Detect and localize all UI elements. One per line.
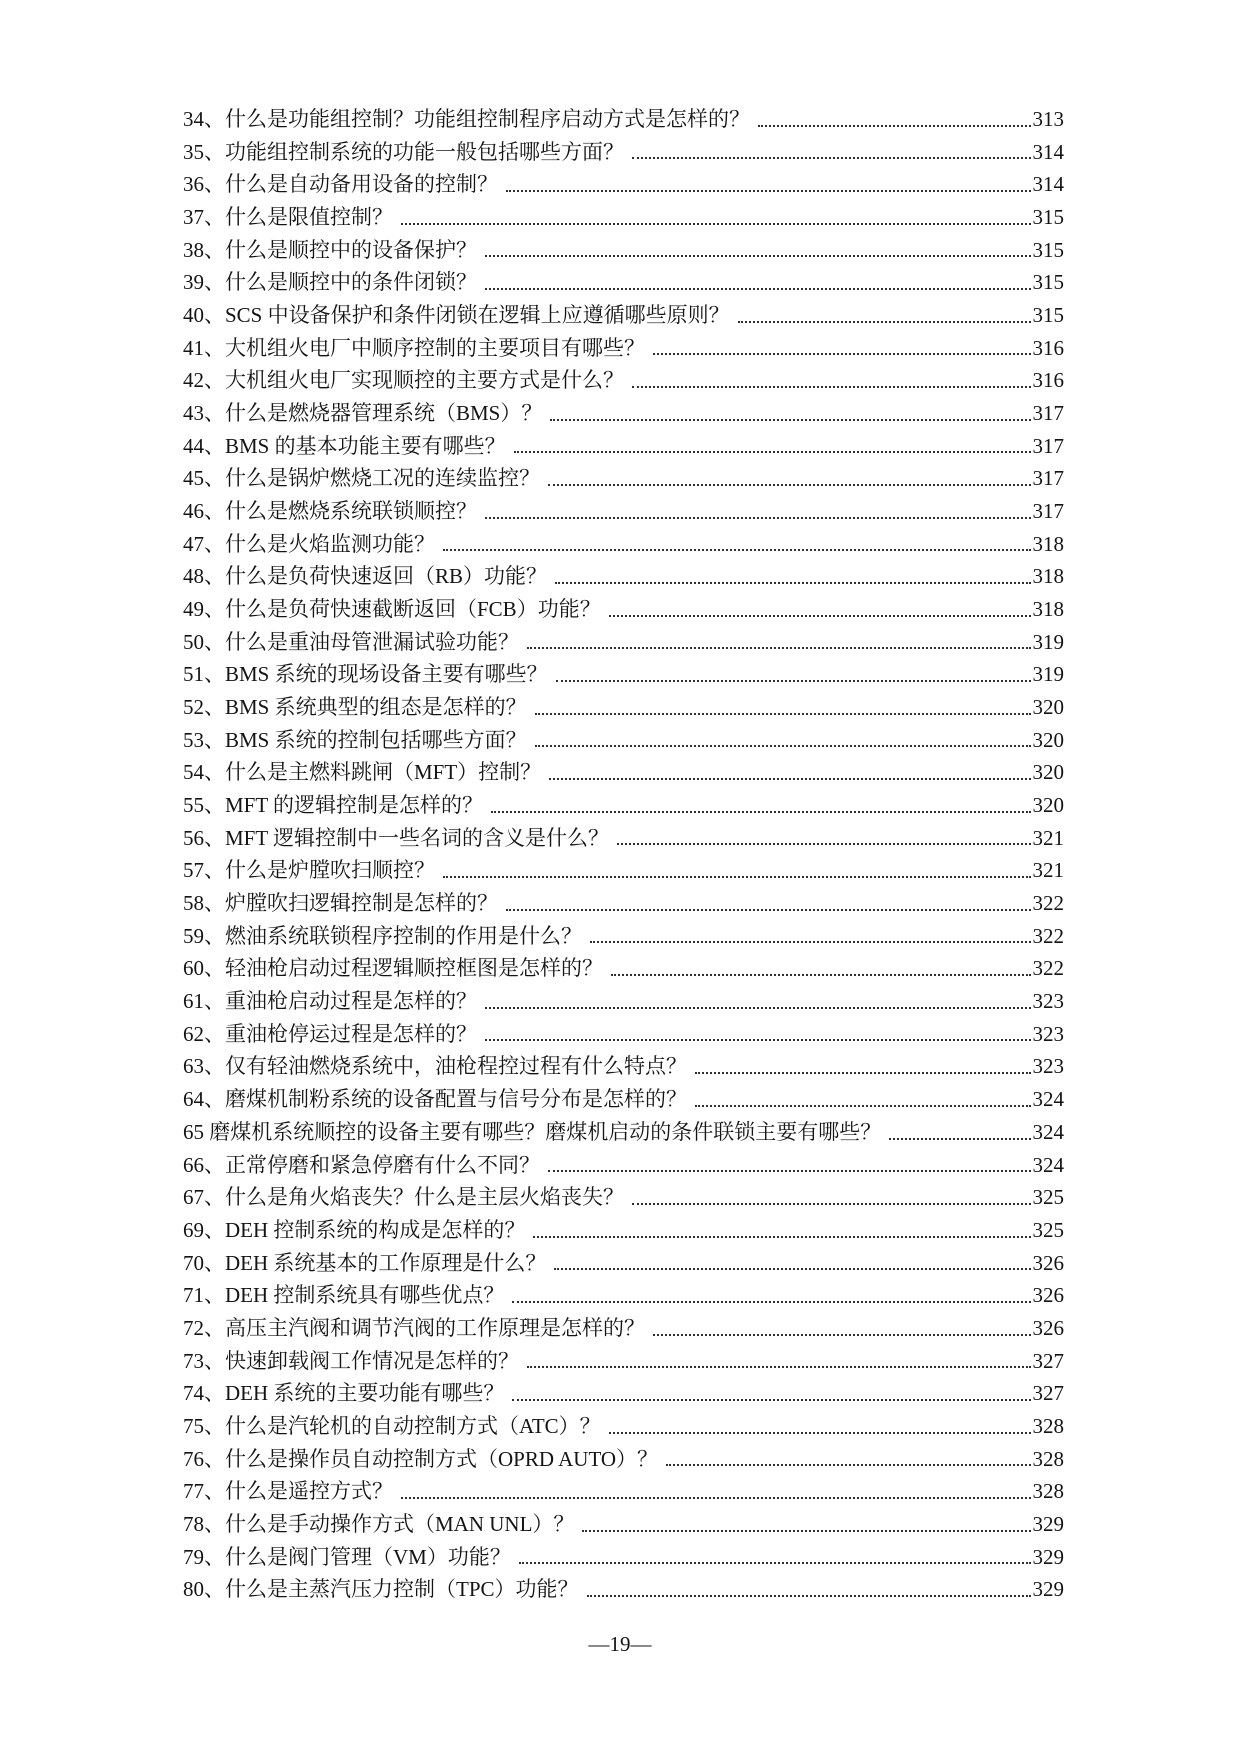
toc-entry-page: 323 <box>1032 1054 1064 1079</box>
toc-entry-label: 46、什么是燃烧系统联锁顺控？ <box>183 499 477 524</box>
toc-entry <box>183 789 1064 822</box>
toc-entry-label: 72、高压主汽阀和调节汽阀的工作原理是怎样的？ <box>183 1315 645 1340</box>
toc-entry-page: 321 <box>1032 858 1064 883</box>
toc-entry-label: 55、MFT 的逻辑控制是怎样的？ <box>183 793 484 818</box>
toc-entry-page: 326 <box>1032 1283 1064 1308</box>
toc-entry-page: 320 <box>1032 695 1064 720</box>
toc-entry-label: 61、重油枪启动过程是怎样的？ <box>183 989 477 1014</box>
toc-leader-dots <box>535 713 1031 715</box>
toc-leader-dots <box>611 974 1031 976</box>
toc-leader-dots <box>632 1203 1031 1205</box>
toc-leader-dots <box>889 1138 1030 1140</box>
toc-leader-dots <box>401 223 1031 225</box>
toc-entry-label: 75、什么是汽轮机的自动控制方式（ATC）？ <box>183 1413 601 1438</box>
toc-entry-page: 327 <box>1032 1381 1064 1406</box>
toc-entry <box>183 1050 1064 1083</box>
toc-entry-page: 318 <box>1032 564 1064 589</box>
toc-entry-page: 320 <box>1032 727 1064 752</box>
toc-entry <box>183 332 1064 365</box>
toc-entry-page: 313 <box>1032 107 1064 131</box>
toc-entry <box>183 1410 1064 1443</box>
toc-entry-page: 324 <box>1032 1152 1064 1177</box>
toc-entry <box>183 430 1064 463</box>
toc-entry-label: 54、什么是主燃料跳闸（MFT）控制？ <box>183 760 542 785</box>
toc-entry-page: 317 <box>1032 401 1064 426</box>
toc-entry-page: 321 <box>1032 825 1064 850</box>
toc-entry <box>183 1214 1064 1247</box>
toc-leader-dots <box>443 549 1031 551</box>
toc-leader-dots <box>653 1334 1031 1336</box>
toc-entry <box>183 495 1064 528</box>
toc-entry-page: 322 <box>1032 891 1064 916</box>
toc-entry-label: 43、什么是燃烧器管理系统（BMS）？ <box>183 401 543 426</box>
toc-leader-dots <box>549 778 1030 780</box>
toc-entry <box>183 1475 1064 1508</box>
toc-leader-dots <box>491 811 1030 813</box>
toc-entry <box>183 103 1064 136</box>
toc-leader-dots <box>609 1432 1031 1434</box>
toc-entry-page: 318 <box>1032 597 1064 622</box>
toc-entry-label: 62、重油枪停运过程是怎样的？ <box>183 1021 477 1046</box>
toc-entry-page: 316 <box>1032 368 1064 393</box>
toc-entry-label: 73、快速卸载阀工作情况是怎样的？ <box>183 1348 519 1373</box>
toc-entry-label: 47、什么是火焰监测功能？ <box>183 531 435 556</box>
toc-entry <box>183 234 1064 267</box>
toc-entry-label: 52、BMS 系统典型的组态是怎样的？ <box>183 695 527 720</box>
toc-leader-dots <box>587 1595 1031 1597</box>
toc-entry-page: 326 <box>1032 1315 1064 1340</box>
toc-leader-dots <box>695 1105 1031 1107</box>
toc-leader-dots <box>485 517 1031 519</box>
toc-entry <box>183 462 1064 495</box>
toc-entry-label: 40、SCS 中设备保护和条件闭锁在逻辑上应遵循哪些原则？ <box>183 303 730 328</box>
toc-entry <box>183 201 1064 234</box>
toc-entry-label: 48、什么是负荷快速返回（RB）功能？ <box>183 564 548 589</box>
toc-entry-label: 34、什么是功能组控制？功能组控制程序启动方式是怎样的？ <box>183 107 750 131</box>
toc-entry-page: 314 <box>1032 139 1064 164</box>
toc-entry-page: 323 <box>1032 989 1064 1014</box>
toc-entry <box>183 560 1064 593</box>
toc-list <box>183 103 1064 1606</box>
toc-entry-page: 327 <box>1032 1348 1064 1373</box>
toc-entry <box>183 920 1064 953</box>
page-footer <box>0 1628 1240 1660</box>
toc-entry-page: 322 <box>1032 956 1064 981</box>
toc-leader-dots <box>527 647 1031 649</box>
toc-entry-page: 329 <box>1032 1511 1064 1536</box>
toc-leader-dots <box>632 157 1031 159</box>
toc-leader-dots <box>519 1562 1031 1564</box>
toc-entry-label: 42、大机组火电厂实现顺控的主要方式是什么？ <box>183 368 624 393</box>
toc-entry <box>183 1149 1064 1182</box>
toc-leader-dots <box>695 1072 1031 1074</box>
toc-leader-dots <box>512 1301 1030 1303</box>
toc-entry-label: 63、仅有轻油燃烧系统中，油枪程控过程有什么特点？ <box>183 1054 687 1079</box>
toc-entry-label: 65 磨煤机系统顺控的设备主要有哪些？磨煤机启动的条件联锁主要有哪些？ <box>183 1119 882 1144</box>
toc-entry-page: 319 <box>1032 662 1064 687</box>
toc-entry-page: 324 <box>1032 1087 1064 1112</box>
toc-entry-page: 318 <box>1032 531 1064 556</box>
toc-leader-dots <box>666 1464 1030 1466</box>
toc-entry <box>183 1018 1064 1051</box>
toc-entry <box>183 1312 1064 1345</box>
toc-entry-label: 79、什么是阀门管理（VM）功能？ <box>183 1544 511 1569</box>
toc-entry <box>183 626 1064 659</box>
toc-entry <box>183 1279 1064 1312</box>
toc-entry-label: 45、什么是锅炉燃烧工况的连续监控？ <box>183 466 540 491</box>
toc-entry-label: 49、什么是负荷快速截断返回（FCB）功能？ <box>183 597 601 622</box>
toc-entry-label: 57、什么是炉膛吹扫顺控？ <box>183 858 435 883</box>
toc-entry-page: 324 <box>1032 1119 1064 1144</box>
toc-leader-dots <box>535 745 1031 747</box>
toc-entry <box>183 364 1064 397</box>
toc-leader-dots <box>617 843 1030 845</box>
toc-entry <box>183 1083 1064 1116</box>
toc-entry <box>183 691 1064 724</box>
toc-entry <box>183 985 1064 1018</box>
toc-entry <box>183 1116 1064 1149</box>
toc-entry-page: 328 <box>1032 1446 1064 1471</box>
toc-entry <box>183 1377 1064 1410</box>
toc-leader-dots <box>506 909 1031 911</box>
toc-leader-dots <box>506 190 1031 192</box>
toc-entry-label: 58、炉膛吹扫逻辑控制是怎样的？ <box>183 891 498 916</box>
toc-leader-dots <box>401 1497 1031 1499</box>
toc-leader-dots <box>550 419 1030 421</box>
toc-entry-label: 70、DEH 系统基本的工作原理是什么？ <box>183 1250 547 1275</box>
toc-entry <box>183 854 1064 887</box>
toc-leader-dots <box>653 353 1031 355</box>
page-footer-number: —19— <box>588 1632 652 1656</box>
toc-entry-page: 328 <box>1032 1413 1064 1438</box>
toc-entry-label: 51、BMS 系统的现场设备主要有哪些？ <box>183 662 548 687</box>
toc-entry-page: 320 <box>1032 793 1064 818</box>
toc-entry <box>183 136 1064 169</box>
toc-entry-label: 35、功能组控制系统的功能一般包括哪些方面？ <box>183 139 624 164</box>
toc-entry <box>183 299 1064 332</box>
toc-entry-label: 59、燃油系统联锁程序控制的作用是什么？ <box>183 923 582 948</box>
toc-entry-page: 323 <box>1032 1021 1064 1046</box>
toc-leader-dots <box>485 1039 1031 1041</box>
toc-leader-dots <box>632 386 1031 388</box>
toc-leader-dots <box>533 1236 1030 1238</box>
toc-entry-label: 64、磨煤机制粉系统的设备配置与信号分布是怎样的？ <box>183 1087 687 1112</box>
toc-entry-label: 44、BMS 的基本功能主要有哪些？ <box>183 433 506 458</box>
toc-entry-page: 315 <box>1032 237 1064 262</box>
toc-leader-dots <box>548 484 1031 486</box>
toc-entry <box>183 397 1064 430</box>
toc-entry-page: 315 <box>1032 303 1064 328</box>
toc-entry <box>183 528 1064 561</box>
toc-entry-page: 315 <box>1032 205 1064 230</box>
toc-leader-dots <box>609 615 1031 617</box>
toc-entry-page: 326 <box>1032 1250 1064 1275</box>
toc-leader-dots <box>556 680 1031 682</box>
toc-entry <box>183 887 1064 920</box>
toc-entry <box>183 266 1064 299</box>
toc-entry-label: 67、什么是角火焰丧失？什么是主层火焰丧失？ <box>183 1185 624 1210</box>
toc-leader-dots <box>485 288 1031 290</box>
toc-entry <box>183 1345 1064 1378</box>
toc-leader-dots <box>443 876 1031 878</box>
toc-entry-page: 317 <box>1032 466 1064 491</box>
toc-entry-page: 325 <box>1032 1185 1064 1210</box>
toc-entry-page: 316 <box>1032 335 1064 360</box>
toc-entry-page: 315 <box>1032 270 1064 295</box>
toc-entry-label: 77、什么是遥控方式？ <box>183 1479 393 1504</box>
toc-entry-label: 41、大机组火电厂中顺序控制的主要项目有哪些？ <box>183 335 645 360</box>
toc-entry-page: 329 <box>1032 1544 1064 1569</box>
toc-leader-dots <box>555 582 1030 584</box>
toc-entry-page: 317 <box>1032 499 1064 524</box>
toc-entry <box>183 822 1064 855</box>
toc-entry-label: 38、什么是顺控中的设备保护？ <box>183 237 477 262</box>
toc-entry-label: 60、轻油枪启动过程逻辑顺控框图是怎样的？ <box>183 956 603 981</box>
toc-entry <box>183 1181 1064 1214</box>
toc-entry-label: 80、什么是主蒸汽压力控制（TPC）功能？ <box>183 1577 579 1602</box>
toc-entry <box>183 1541 1064 1574</box>
toc-entry-page: 314 <box>1032 172 1064 197</box>
toc-entry-label: 50、什么是重油母管泄漏试验功能？ <box>183 629 519 654</box>
toc-entry-label: 74、DEH 系统的主要功能有哪些？ <box>183 1381 505 1406</box>
toc-leader-dots <box>554 1268 1030 1270</box>
toc-entry-page: 320 <box>1032 760 1064 785</box>
toc-entry-page: 328 <box>1032 1479 1064 1504</box>
toc-entry <box>183 756 1064 789</box>
toc-entry <box>183 658 1064 691</box>
toc-entry-label: 36、什么是自动备用设备的控制？ <box>183 172 498 197</box>
toc-leader-dots <box>527 1366 1031 1368</box>
toc-entry <box>183 1443 1064 1476</box>
toc-leader-dots <box>548 1170 1031 1172</box>
toc-entry-label: 71、DEH 控制系统具有哪些优点？ <box>183 1283 505 1308</box>
toc-entry <box>183 593 1064 626</box>
toc-entry-page: 322 <box>1032 923 1064 948</box>
toc-entry <box>183 168 1064 201</box>
toc-entry-label: 66、正常停磨和紧急停磨有什么不同？ <box>183 1152 540 1177</box>
toc-entry-page: 329 <box>1032 1577 1064 1602</box>
toc-leader-dots <box>582 1530 1030 1532</box>
toc-entry-page: 319 <box>1032 629 1064 654</box>
toc-leader-dots <box>485 1007 1031 1009</box>
toc-entry-label: 56、MFT 逻辑控制中一些名词的含义是什么？ <box>183 825 610 850</box>
toc-leader-dots <box>758 125 1031 127</box>
toc-leader-dots <box>485 255 1031 257</box>
toc-leader-dots <box>590 941 1031 943</box>
toc-entry-label: 76、什么是操作员自动控制方式（OPRD AUTO）？ <box>183 1446 659 1471</box>
toc-entry-label: 69、DEH 控制系统的构成是怎样的？ <box>183 1217 526 1242</box>
toc-leader-dots <box>514 451 1031 453</box>
toc-entry-label: 37、什么是限值控制？ <box>183 205 393 230</box>
toc-leader-dots <box>738 321 1031 323</box>
toc-entry-page: 317 <box>1032 433 1064 458</box>
toc-entry <box>183 952 1064 985</box>
toc-entry <box>183 724 1064 757</box>
toc-entry-label: 53、BMS 系统的控制包括哪些方面？ <box>183 727 527 752</box>
toc-entry-page: 325 <box>1032 1217 1064 1242</box>
toc-leader-dots <box>512 1399 1030 1401</box>
toc-entry <box>183 1573 1064 1606</box>
toc-entry <box>183 1508 1064 1541</box>
toc-entry-label: 39、什么是顺控中的条件闭锁？ <box>183 270 477 295</box>
toc-entry <box>183 1247 1064 1280</box>
toc-entry-label: 78、什么是手动操作方式（MAN UNL）？ <box>183 1511 575 1536</box>
